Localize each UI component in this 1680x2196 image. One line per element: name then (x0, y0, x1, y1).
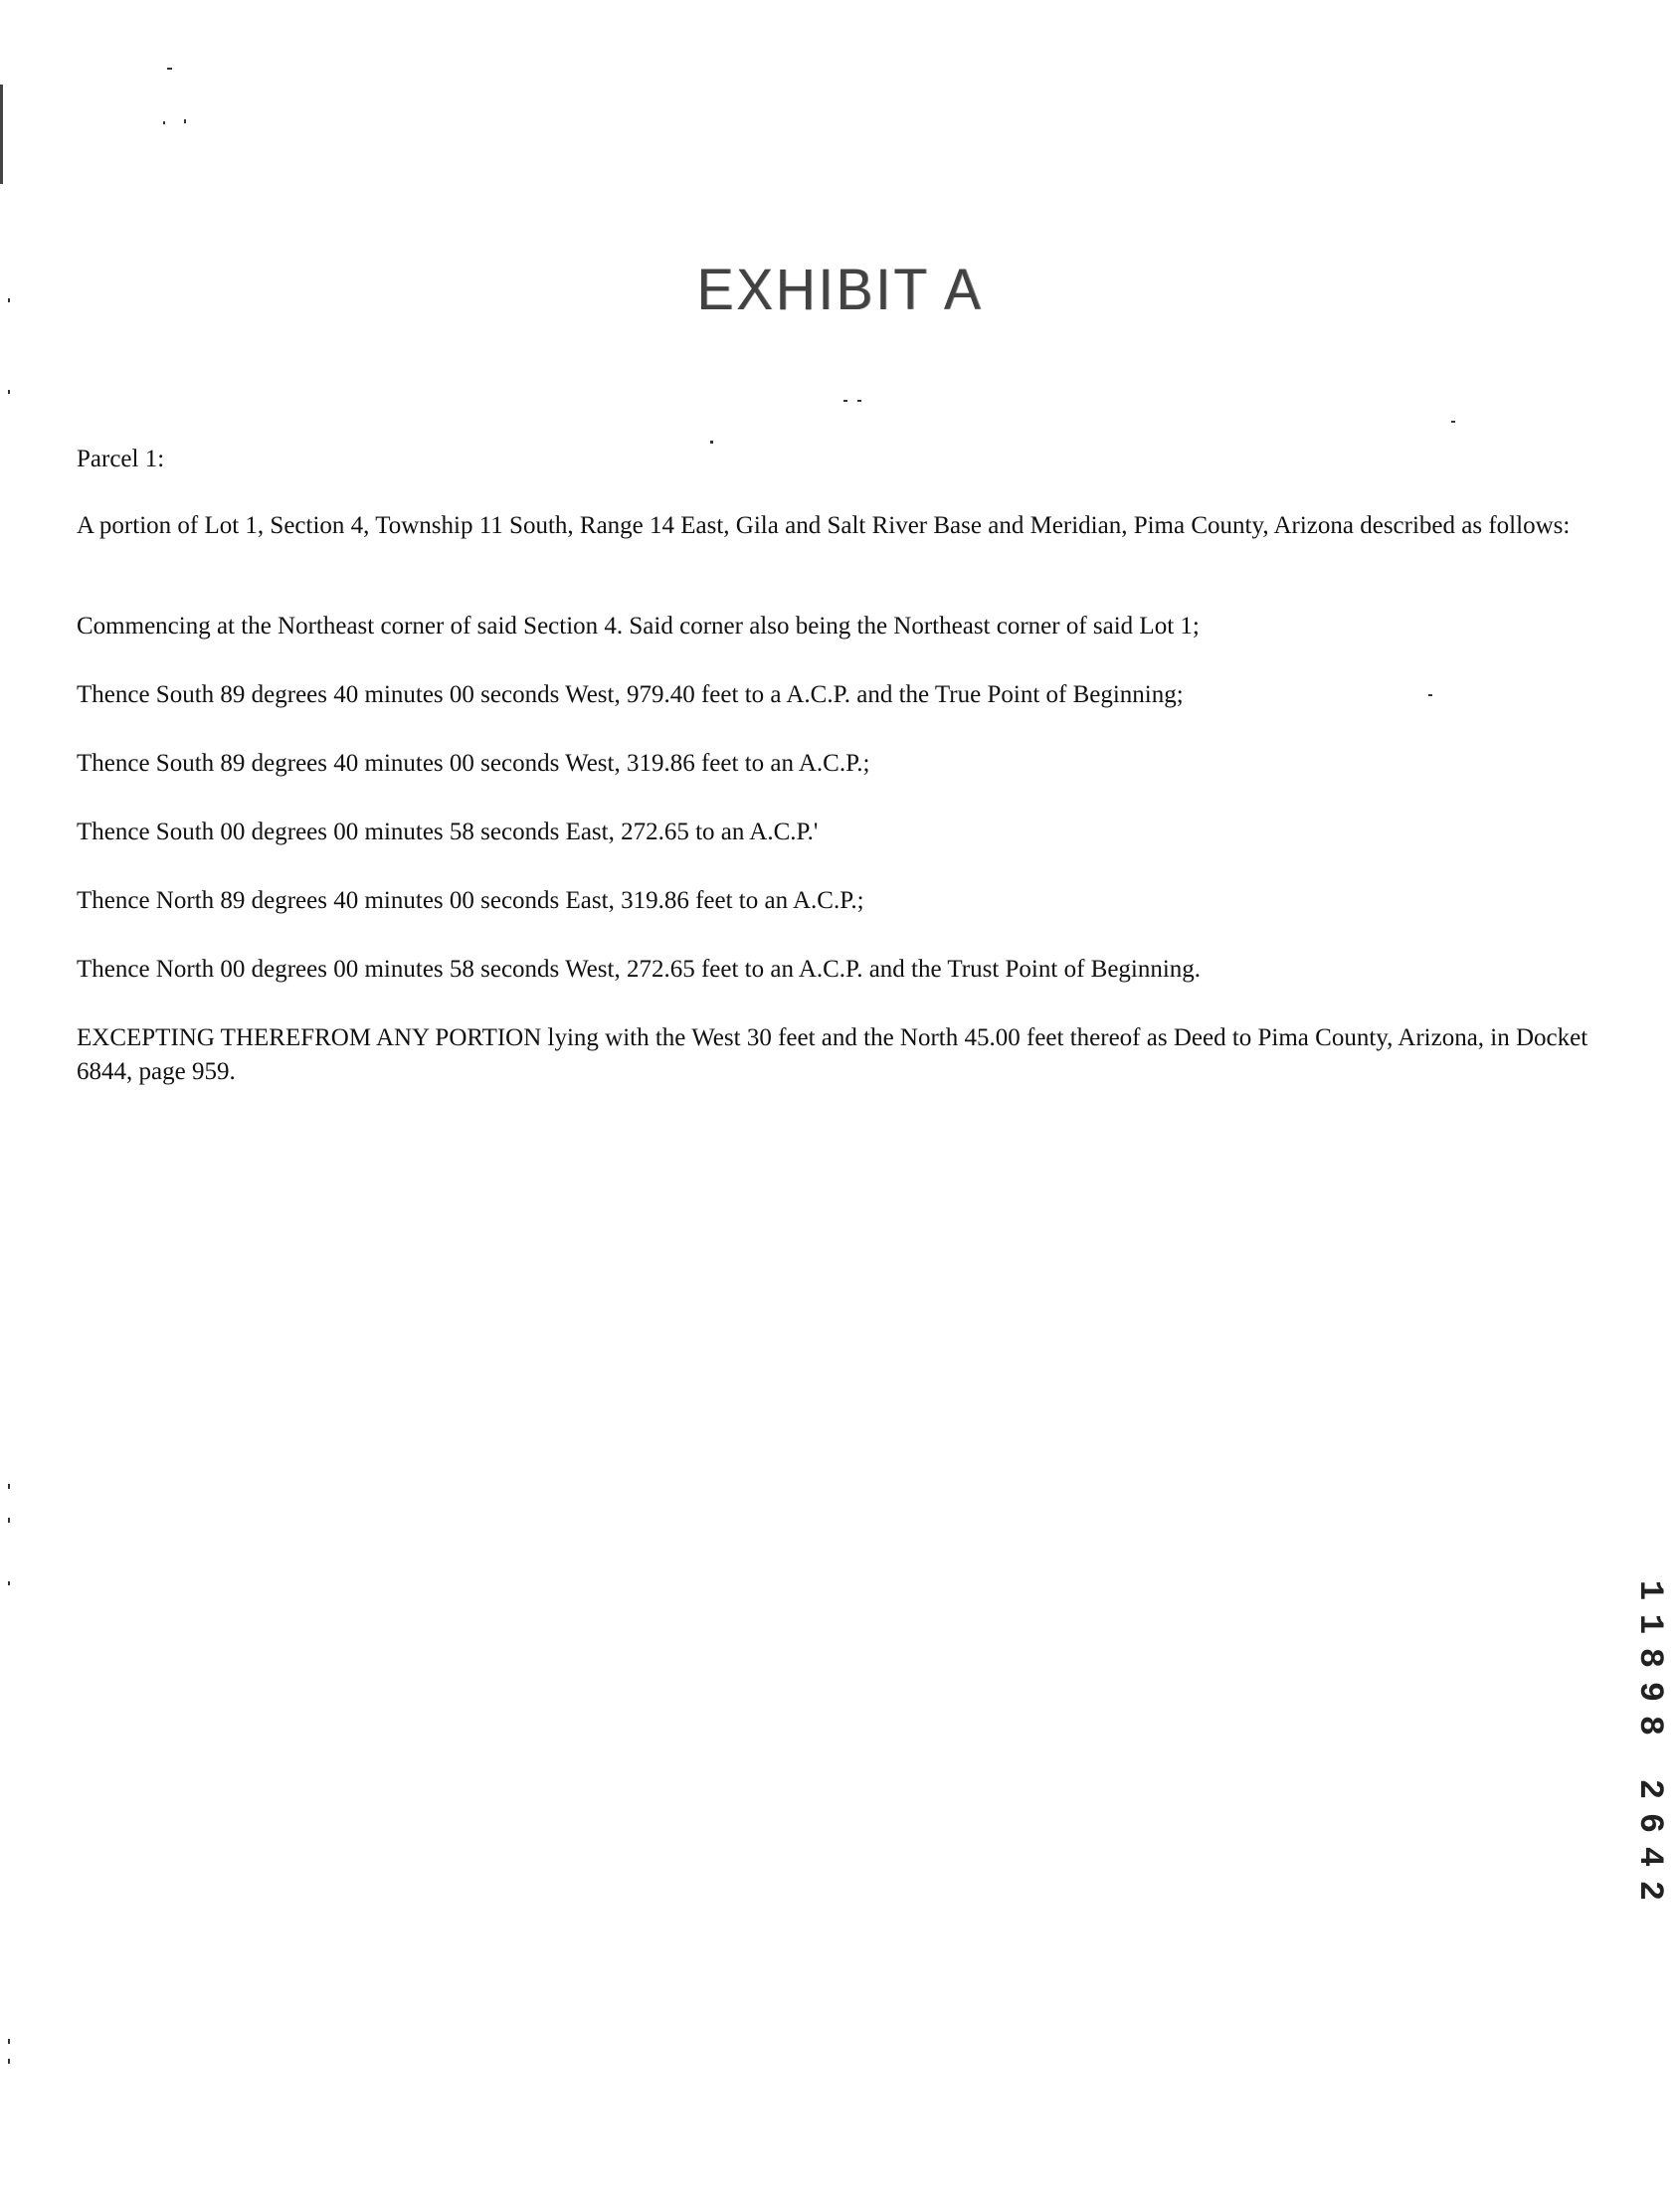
scan-speck (8, 1518, 10, 1523)
scan-speck (167, 68, 172, 70)
legal-description-commencing (77, 610, 1588, 643)
recording-number (1631, 1573, 1667, 1908)
scan-edge-mark (0, 85, 3, 184)
paragraph: A portion of Lot 1, Section 4, Township 11 South, Range 14 East, Gila and Salt River Base and Meridian, Pima County, Arizona described as follows: (77, 512, 1571, 539)
parcel-label-block (77, 443, 1588, 476)
scan-speck (8, 1581, 10, 1585)
recording-number-group-1 (1631, 1573, 1667, 1742)
paragraph: Commencing at the Northeast corner of said Section 4. Said corner also being the Northeast corner of said Lot 1; (77, 613, 1200, 640)
scan-speck (857, 400, 861, 402)
scan-speck (8, 298, 10, 302)
paragraph: Thence South 00 degrees 00 minutes 58 seconds East, 272.65 to an A.C.P.' (77, 819, 819, 845)
scan-speck (8, 1484, 10, 1489)
scan-speck (1451, 421, 1455, 423)
recording-digit: 2 (1630, 1880, 1668, 1902)
paragraph: EXCEPTING THEREFROM ANY PORTION lying with the West 30 feet and the North 45.00 feet thereof as Deed to Pima County, Arizona, in Docket 6844, page 959. (77, 1024, 1588, 1085)
recording-digit: 8 (1630, 1647, 1668, 1669)
legal-description-course-5 (77, 953, 1588, 987)
scan-speck (163, 121, 165, 124)
legal-description-exception (77, 1021, 1588, 1089)
recording-digit: 1 (1630, 1613, 1668, 1635)
recording-digit: 8 (1630, 1715, 1668, 1737)
paragraph: Thence North 89 degrees 40 minutes 00 seconds East, 319.86 feet to an A.C.P.; (77, 887, 864, 914)
recording-digit: 4 (1630, 1846, 1668, 1868)
legal-description-course-3 (77, 816, 1588, 849)
document-title (42, 257, 1638, 323)
legal-description-course-2 (77, 747, 1588, 781)
paragraph: Thence South 89 degrees 40 minutes 00 seconds West, 319.86 feet to an A.C.P.; (77, 750, 870, 777)
recording-number-group-2 (1631, 1772, 1667, 1908)
legal-description-course-1 (77, 678, 1588, 712)
document-title-text: EXHIBIT A (696, 258, 984, 322)
parcel-label: Parcel 1: (77, 446, 165, 472)
scan-speck (8, 2059, 10, 2064)
recording-digit: 1 (1630, 1579, 1668, 1601)
recording-digit: 6 (1630, 1812, 1668, 1834)
recording-digit: 2 (1630, 1778, 1668, 1800)
scan-speck (8, 390, 10, 394)
recording-digit: 9 (1630, 1681, 1668, 1703)
scan-speck (843, 400, 847, 402)
paragraph: Thence South 89 degrees 40 minutes 00 seconds West, 979.40 feet to a A.C.P. and the True Point of Beginning; (77, 681, 1184, 708)
scan-speck (8, 2039, 10, 2044)
legal-description-course-4 (77, 884, 1588, 918)
legal-description-intro (77, 509, 1588, 543)
paragraph: Thence North 00 degrees 00 minutes 58 seconds West, 272.65 feet to an A.C.P. and the Trust Point of Beginning. (77, 956, 1202, 983)
scan-speck (184, 119, 186, 123)
